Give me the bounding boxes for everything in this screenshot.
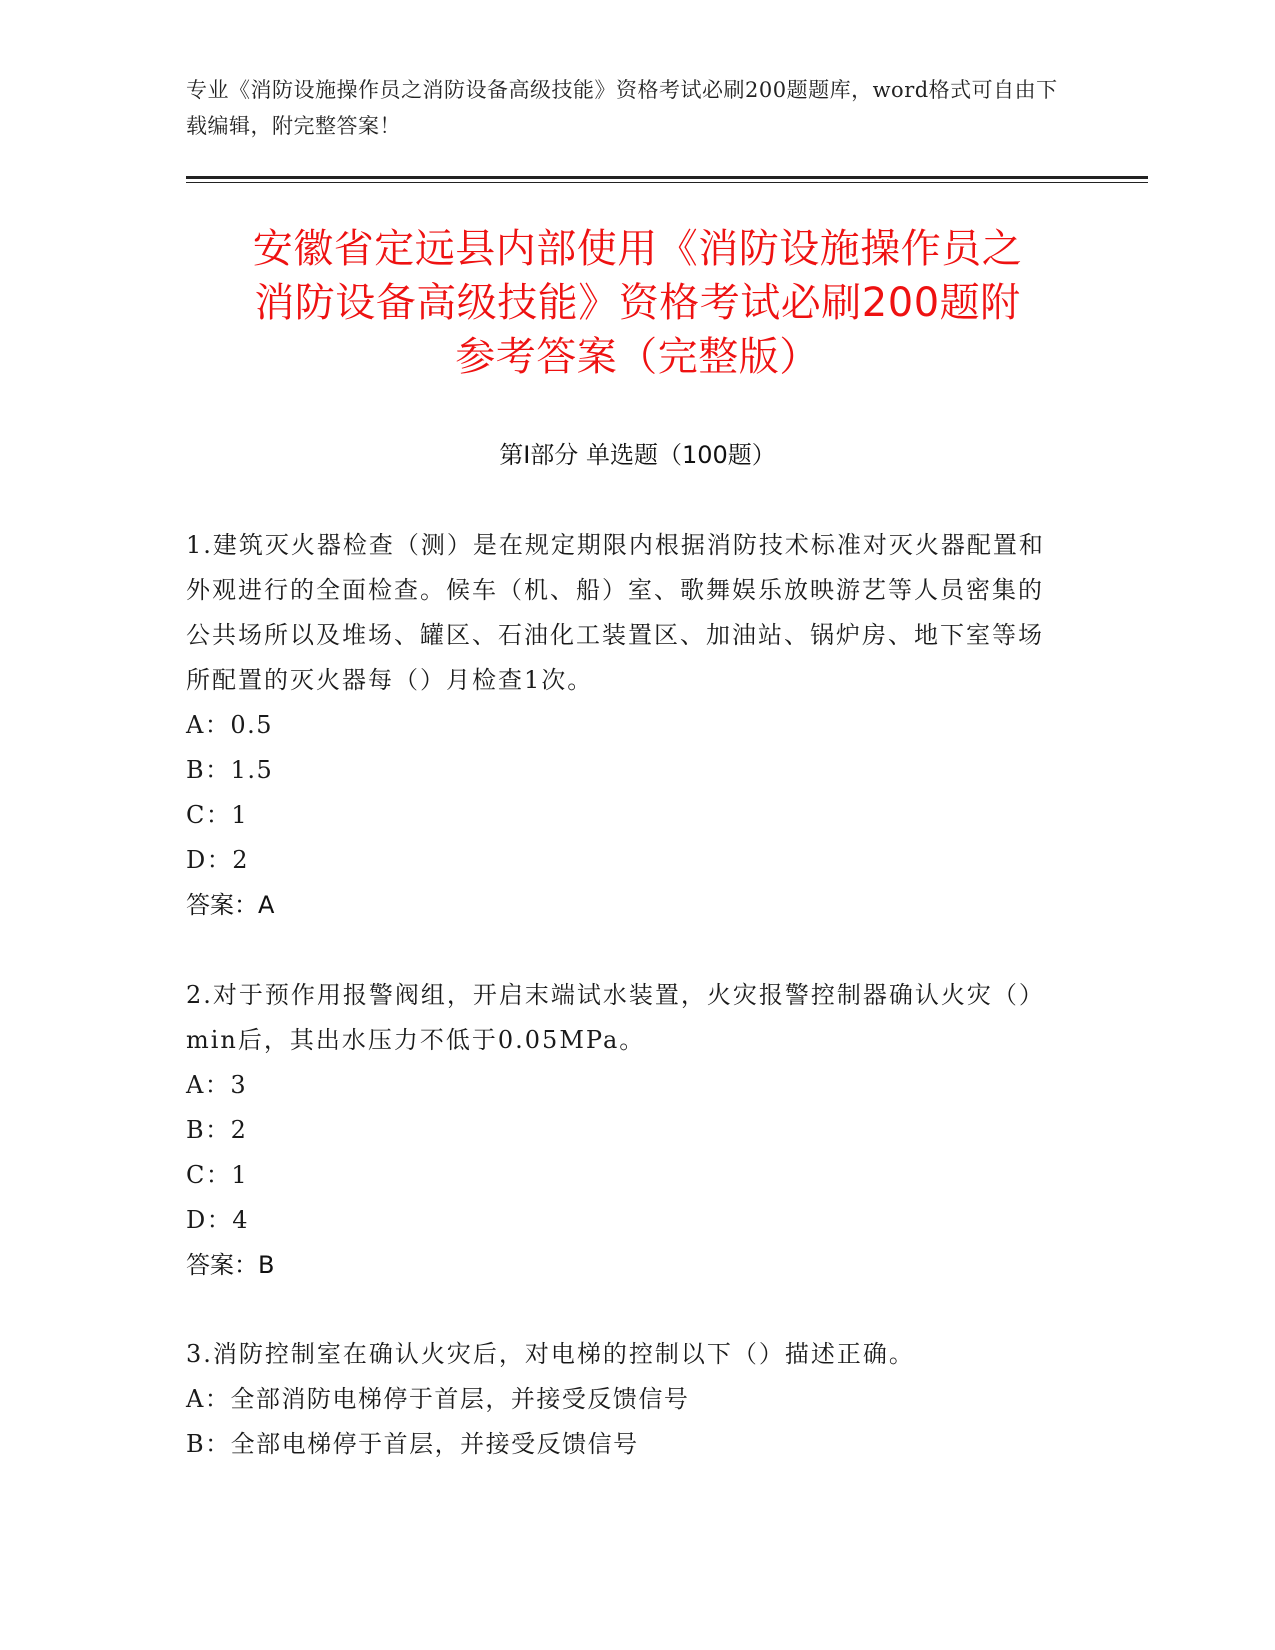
header-divider-thick [186,176,1148,179]
question-stem: 1.建筑灭火器检查（测）是在规定期限内根据消防技术标准对灭火器配置和外观进行的全面检查。候车（机、船）室、歌舞娱乐放映游艺等人员密集的公共场所以及堆场、罐区、石油化工装置区、加油站、锅炉房、地下室等场所配置的灭火器每（）月检查1次。 [186,531,1045,694]
option-a: A：3 [186,1071,248,1099]
option-a: A：全部消防电梯停于首层，并接受反馈信号 [186,1385,690,1413]
question-1 [186,523,1066,928]
option-c: C：1 [186,801,249,829]
section-heading: 第Ⅰ部分 单选题（100题） [499,441,776,469]
header-divider-thin [186,182,1148,183]
title-line-3: 参考答案（完整版） [455,334,820,380]
option-d: D：2 [186,846,250,874]
question-stem: 3.消防控制室在确认火灾后，对电梯的控制以下（）描述正确。 [186,1340,915,1368]
title-line-1: 安徽省定远县内部使用《消防设施操作员之 [252,226,1023,272]
answer: 答案：A [186,891,275,919]
answer: 答案：B [186,1251,275,1279]
question-stem: 2.对于预作用报警阀组，开启末端试水装置，火灾报警控制器确认火灾（）min后，其出水压力不低于0.05MPa。 [186,981,1045,1054]
title-line-2: 消防设备高级技能》资格考试必刷200题附 [254,280,1021,326]
question-3 [186,1332,1066,1467]
option-b: B：全部电梯停于首层，并接受反馈信号 [186,1430,639,1458]
question-2 [186,973,1066,1288]
document-title [186,222,1089,384]
option-a: A：0.5 [186,711,273,739]
header-note: 专业《消防设施操作员之消防设备高级技能》资格考试必刷200题题库，word格式可自由下载编辑，附完整答案！ [186,78,1058,138]
option-d: D：4 [186,1206,250,1234]
option-b: B：2 [186,1116,248,1144]
option-c: C：1 [186,1161,249,1189]
option-b: B：1.5 [186,756,274,784]
